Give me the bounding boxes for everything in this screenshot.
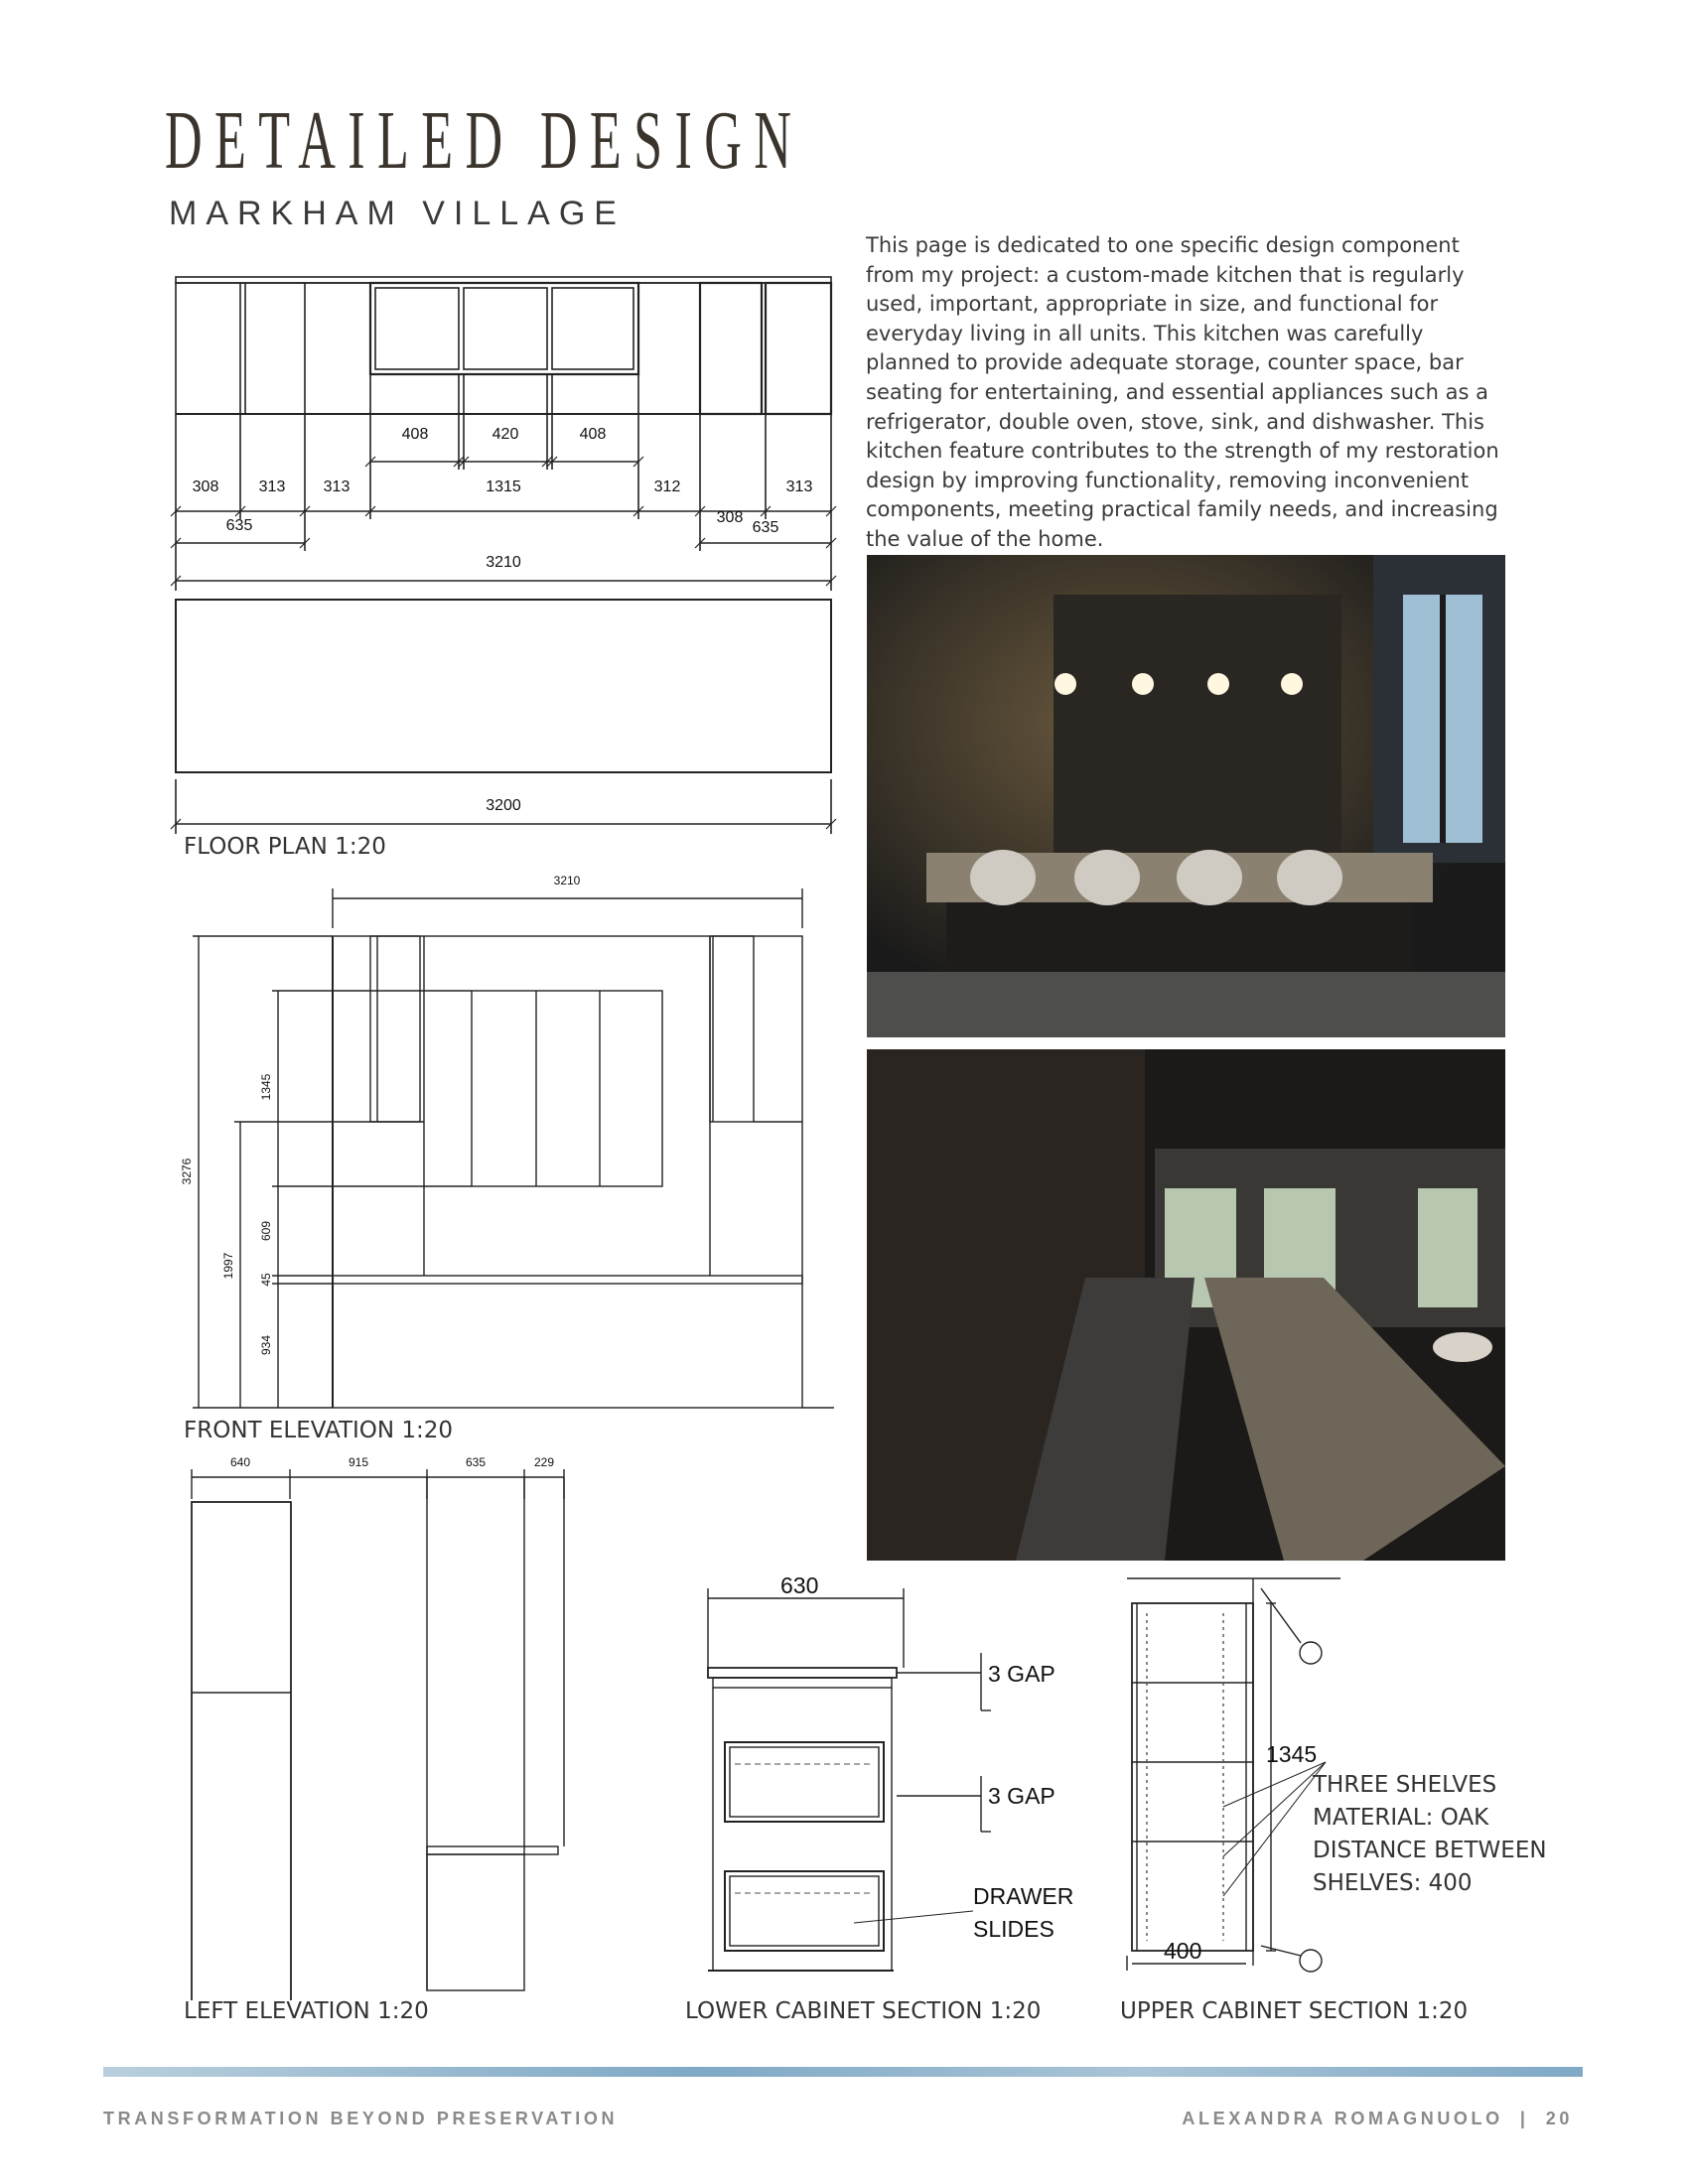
page-title: DETAILED DESIGN <box>165 94 804 187</box>
gap-label-middle: 3 GAP <box>988 1783 1055 1809</box>
floor-plan-caption: FLOOR PLAN 1:20 <box>184 834 386 860</box>
left-elevation-drawing <box>179 1454 586 2000</box>
dim-635-right: 635 <box>752 519 779 536</box>
footer-project-title: TRANSFORMATION BEYOND PRESERVATION <box>103 2109 619 2128</box>
dim-313-c: 313 <box>785 478 813 495</box>
footer-divider <box>103 2067 1583 2077</box>
intro-paragraph: This page is dedicated to one specific design component from my project: a custom-made kitchen that is regularly used, important, appropriate in size, and functional for everyday living in all units. This kitchen was carefully planned to provide adequate storage, counter space, bar seating for entertaining, and essential appliances such as a refrigerator, double oven, stove, sink, and dishwasher. This kitchen feature contributes to the strength of my restoration design by improving functionality, removing inconvenient components, meeting practical family needs, and increasing the value of the home. <box>866 233 1499 551</box>
dim-915: 915 <box>348 1455 369 1469</box>
dim-313-a: 313 <box>258 478 286 495</box>
dim-640: 640 <box>229 1455 251 1469</box>
dim-height-3276: 3276 <box>180 1158 194 1185</box>
note-line-1: THREE SHELVES <box>1313 1772 1497 1798</box>
dim-408-right: 408 <box>579 426 607 443</box>
tall-cabinet <box>192 1502 291 2000</box>
dim-312: 312 <box>653 478 681 495</box>
lower-cabinet-width: 630 <box>780 1573 819 1598</box>
footer-author-page: ALEXANDRA ROMAGNUOLO | 20 <box>1182 2109 1573 2128</box>
upper-cabinet-height: 1345 <box>1266 1741 1318 1767</box>
dim-229: 229 <box>533 1455 555 1469</box>
dim-313-b: 313 <box>323 478 351 495</box>
drawer-slides-label-line1: DRAWER <box>973 1883 1074 1909</box>
dim-width-3210: 3210 <box>553 874 581 887</box>
upper-cabinet-notes <box>1313 1769 1547 1900</box>
dim-45: 45 <box>259 1273 273 1287</box>
dim-1345: 1345 <box>259 1073 273 1101</box>
dim-635: 635 <box>465 1455 487 1469</box>
dim-635-left: 635 <box>225 517 253 534</box>
dim-1315: 1315 <box>486 478 521 495</box>
upper-cabinet-row <box>176 283 831 414</box>
front-elevation-drawing <box>179 869 834 1420</box>
kitchen-render-front <box>867 555 1505 1037</box>
dim-934: 934 <box>259 1334 273 1356</box>
dim-609: 609 <box>259 1220 273 1242</box>
note-line-4: SHELVES: 400 <box>1313 1870 1473 1896</box>
left-elevation-caption: LEFT ELEVATION 1:20 <box>184 1998 429 2024</box>
dim-420: 420 <box>492 426 519 443</box>
drawer-slides-label-line2: SLIDES <box>973 1916 1055 1942</box>
note-line-2: MATERIAL: OAK <box>1313 1805 1489 1831</box>
dim-3210: 3210 <box>486 554 521 571</box>
island-counter <box>176 600 831 772</box>
note-line-3: DISTANCE BETWEEN <box>1313 1838 1547 1863</box>
floor-plan-drawing <box>159 263 854 869</box>
dim-308-left: 308 <box>192 478 219 495</box>
dim-308-right: 308 <box>716 509 744 526</box>
dim-408-left: 408 <box>401 426 429 443</box>
upper-cabinet-width: 400 <box>1164 1938 1202 1964</box>
kitchen-render-side <box>867 1049 1505 1561</box>
upper-cabinet-caption: UPPER CABINET SECTION 1:20 <box>1120 1998 1469 2024</box>
dim-3200: 3200 <box>486 797 521 814</box>
page-subtitle: MARKHAM VILLAGE <box>169 195 626 232</box>
front-elevation-caption: FRONT ELEVATION 1:20 <box>184 1418 454 1443</box>
dim-1997: 1997 <box>221 1252 235 1280</box>
lower-cabinet-caption: LOWER CABINET SECTION 1:20 <box>685 1998 1042 2024</box>
lower-cabinet-section-drawing <box>695 1573 1092 2000</box>
gap-label-top: 3 GAP <box>988 1661 1055 1687</box>
